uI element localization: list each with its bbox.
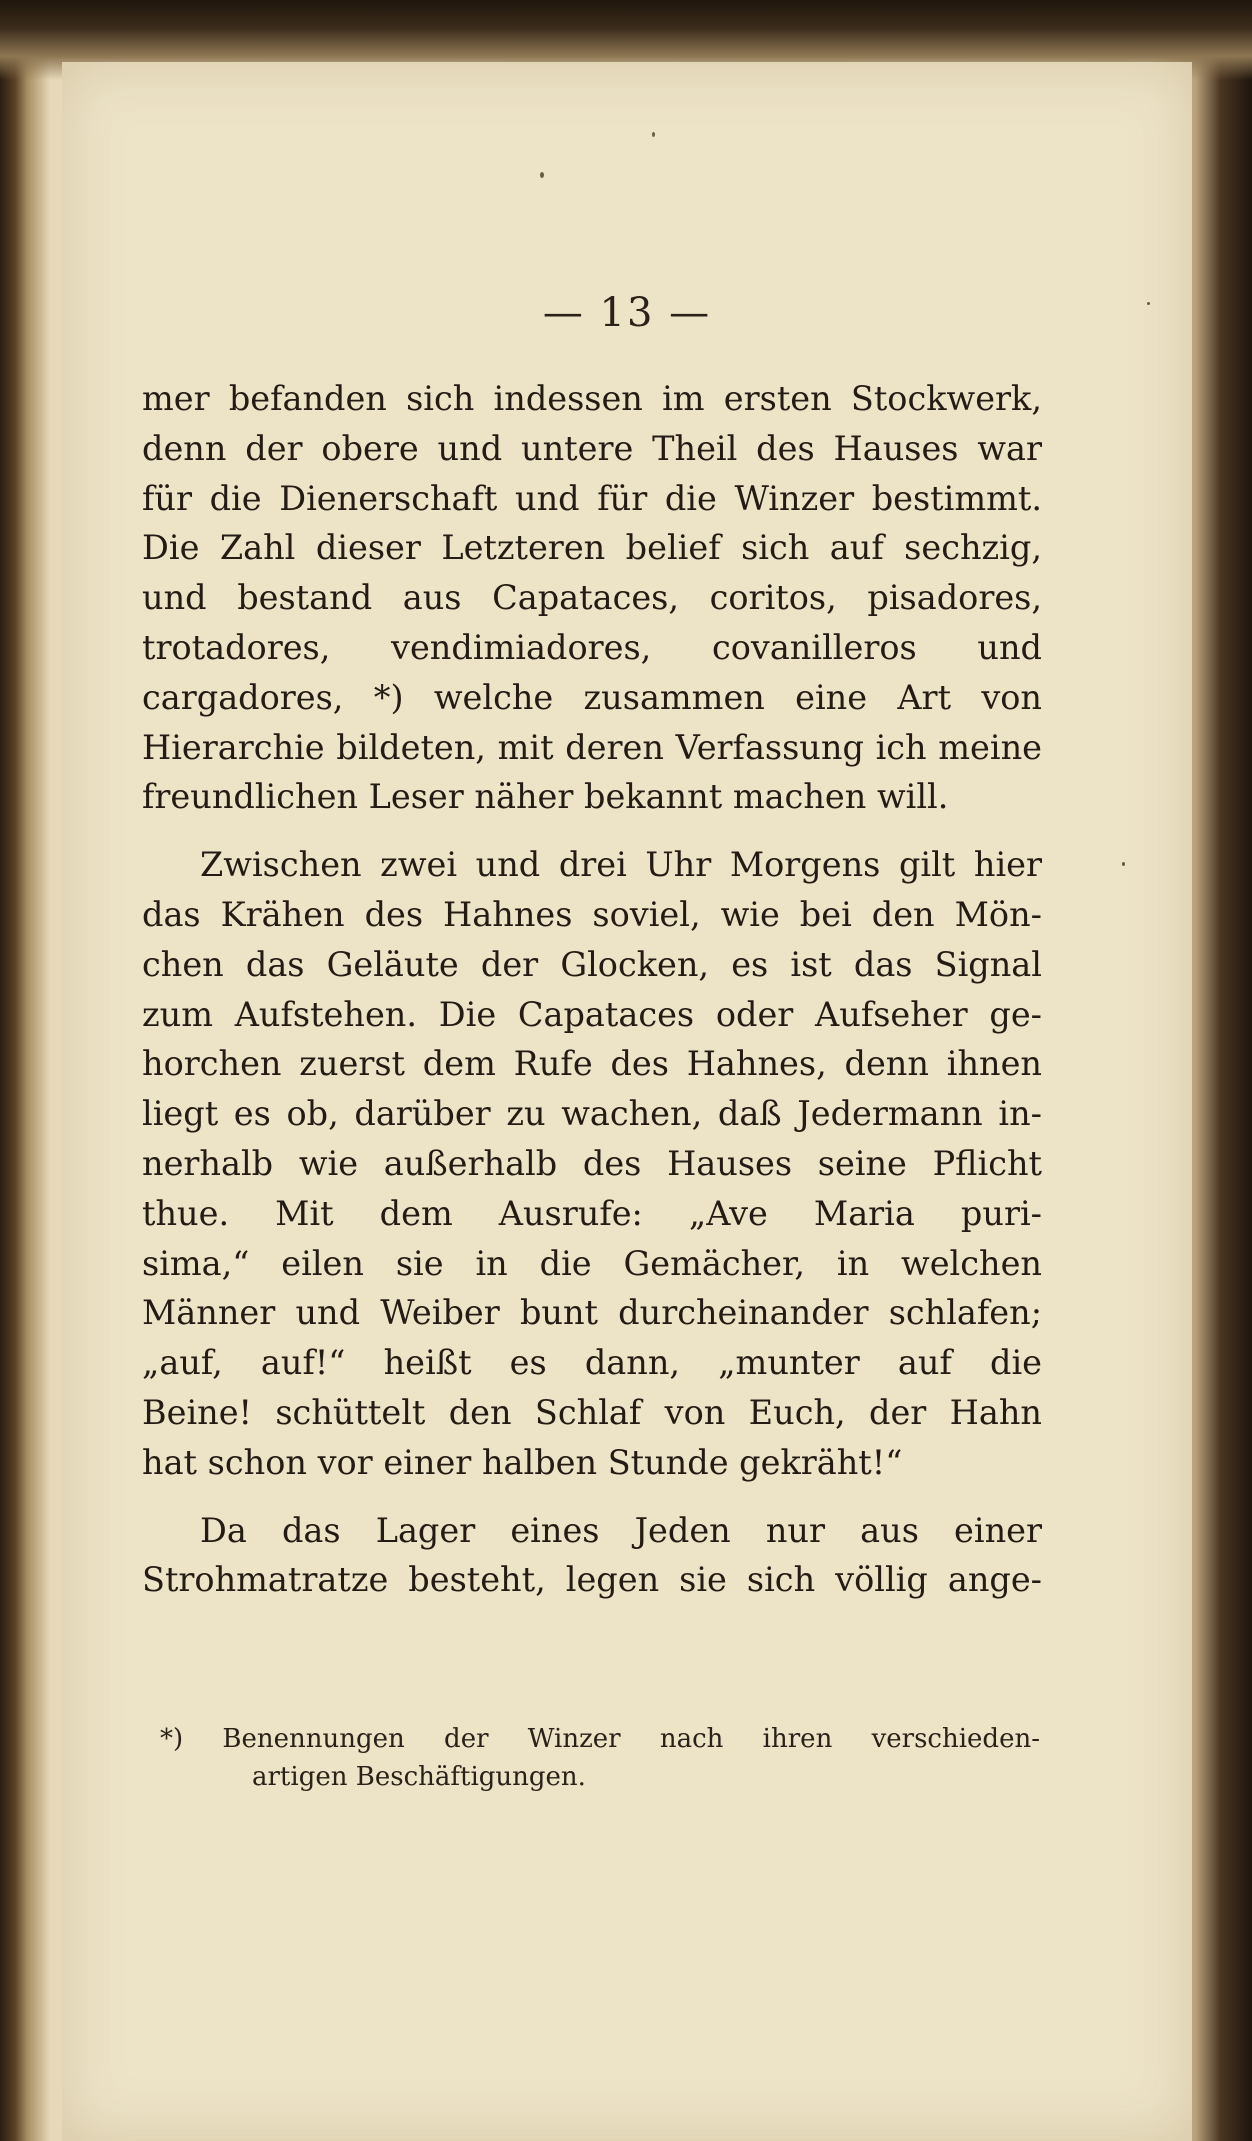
text-line: für die Dienerschaft und für die Winzer bestimmt. [142,478,1042,518]
book-page [62,62,1192,2141]
paragraph-1 [142,374,1042,822]
text-line: nerhalb wie außerhalb des Hauses seine Pflicht [142,1143,1042,1183]
text-line: Zwischen zwei und drei Uhr Morgens gilt hier [200,845,1042,885]
paper-speck [540,172,544,178]
paper-speck [1122,862,1125,866]
text-line: zum Aufstehen. Die Capataces oder Aufseher ge- [142,994,1042,1034]
text-line: Die Zahl dieser Letzteren belief sich auf sechzig, [142,528,1042,568]
footnote-line: artigen Beschäftigungen. [252,1762,586,1792]
paper-speck [652,132,655,137]
text-line: trotadores, vendimiadores, covanilleros und [142,627,1042,667]
text-line: Da das Lager eines Jeden nur aus einer [200,1510,1042,1550]
text-line: Strohmatratze besteht, legen sie sich völlig ange- [142,1560,1042,1600]
text-line: mer befanden sich indessen im ersten Stockwerk, [142,379,1042,418]
text-line: horchen zuerst dem Rufe des Hahnes, denn ihnen [142,1044,1042,1084]
page-number: — 13 — [542,290,712,336]
text-line: sima,“ eilen sie in die Gemächer, in welchen [142,1243,1042,1283]
text-line: liegt es ob, darüber zu wachen, daß Jedermann in- [142,1094,1042,1134]
text-line: chen das Geläute der Glocken, es ist das Signal [142,944,1042,984]
text-line: „auf, auf!“ heißt es dann, „munter auf die [142,1343,1042,1383]
text-line: freundlichen Leser näher bekannt machen will. [142,777,949,817]
text-line: thue. Mit dem Ausrufe: „Ave Maria puri- [142,1193,1042,1233]
text-line: hat schon vor einer halben Stunde gekräht!“ [142,1442,903,1482]
text-line: Beine! schüttelt den Schlaf von Euch, der Hahn [142,1392,1042,1432]
paragraph-3 [142,1506,1042,1606]
body-text [142,374,1042,1605]
text-line: cargadores, *) welche zusammen eine Art von [142,677,1042,717]
text-line: und bestand aus Capataces, coritos, pisadores, [142,578,1042,618]
footnote [160,1720,1040,1796]
text-line: denn der obere und untere Theil des Hauses war [142,428,1042,468]
footnote-line: *) Benennungen der Winzer nach ihren verschieden- [160,1724,1040,1754]
paragraph-2 [142,840,1042,1487]
text-line: Hierarchie bildeten, mit deren Verfassung ich meine [142,727,1042,767]
text-line: Männer und Weiber bunt durcheinander schlafen; [142,1293,1042,1333]
text-line: das Krähen des Hahnes soviel, wie bei den Mön- [142,894,1042,934]
paper-speck [1147,302,1150,305]
